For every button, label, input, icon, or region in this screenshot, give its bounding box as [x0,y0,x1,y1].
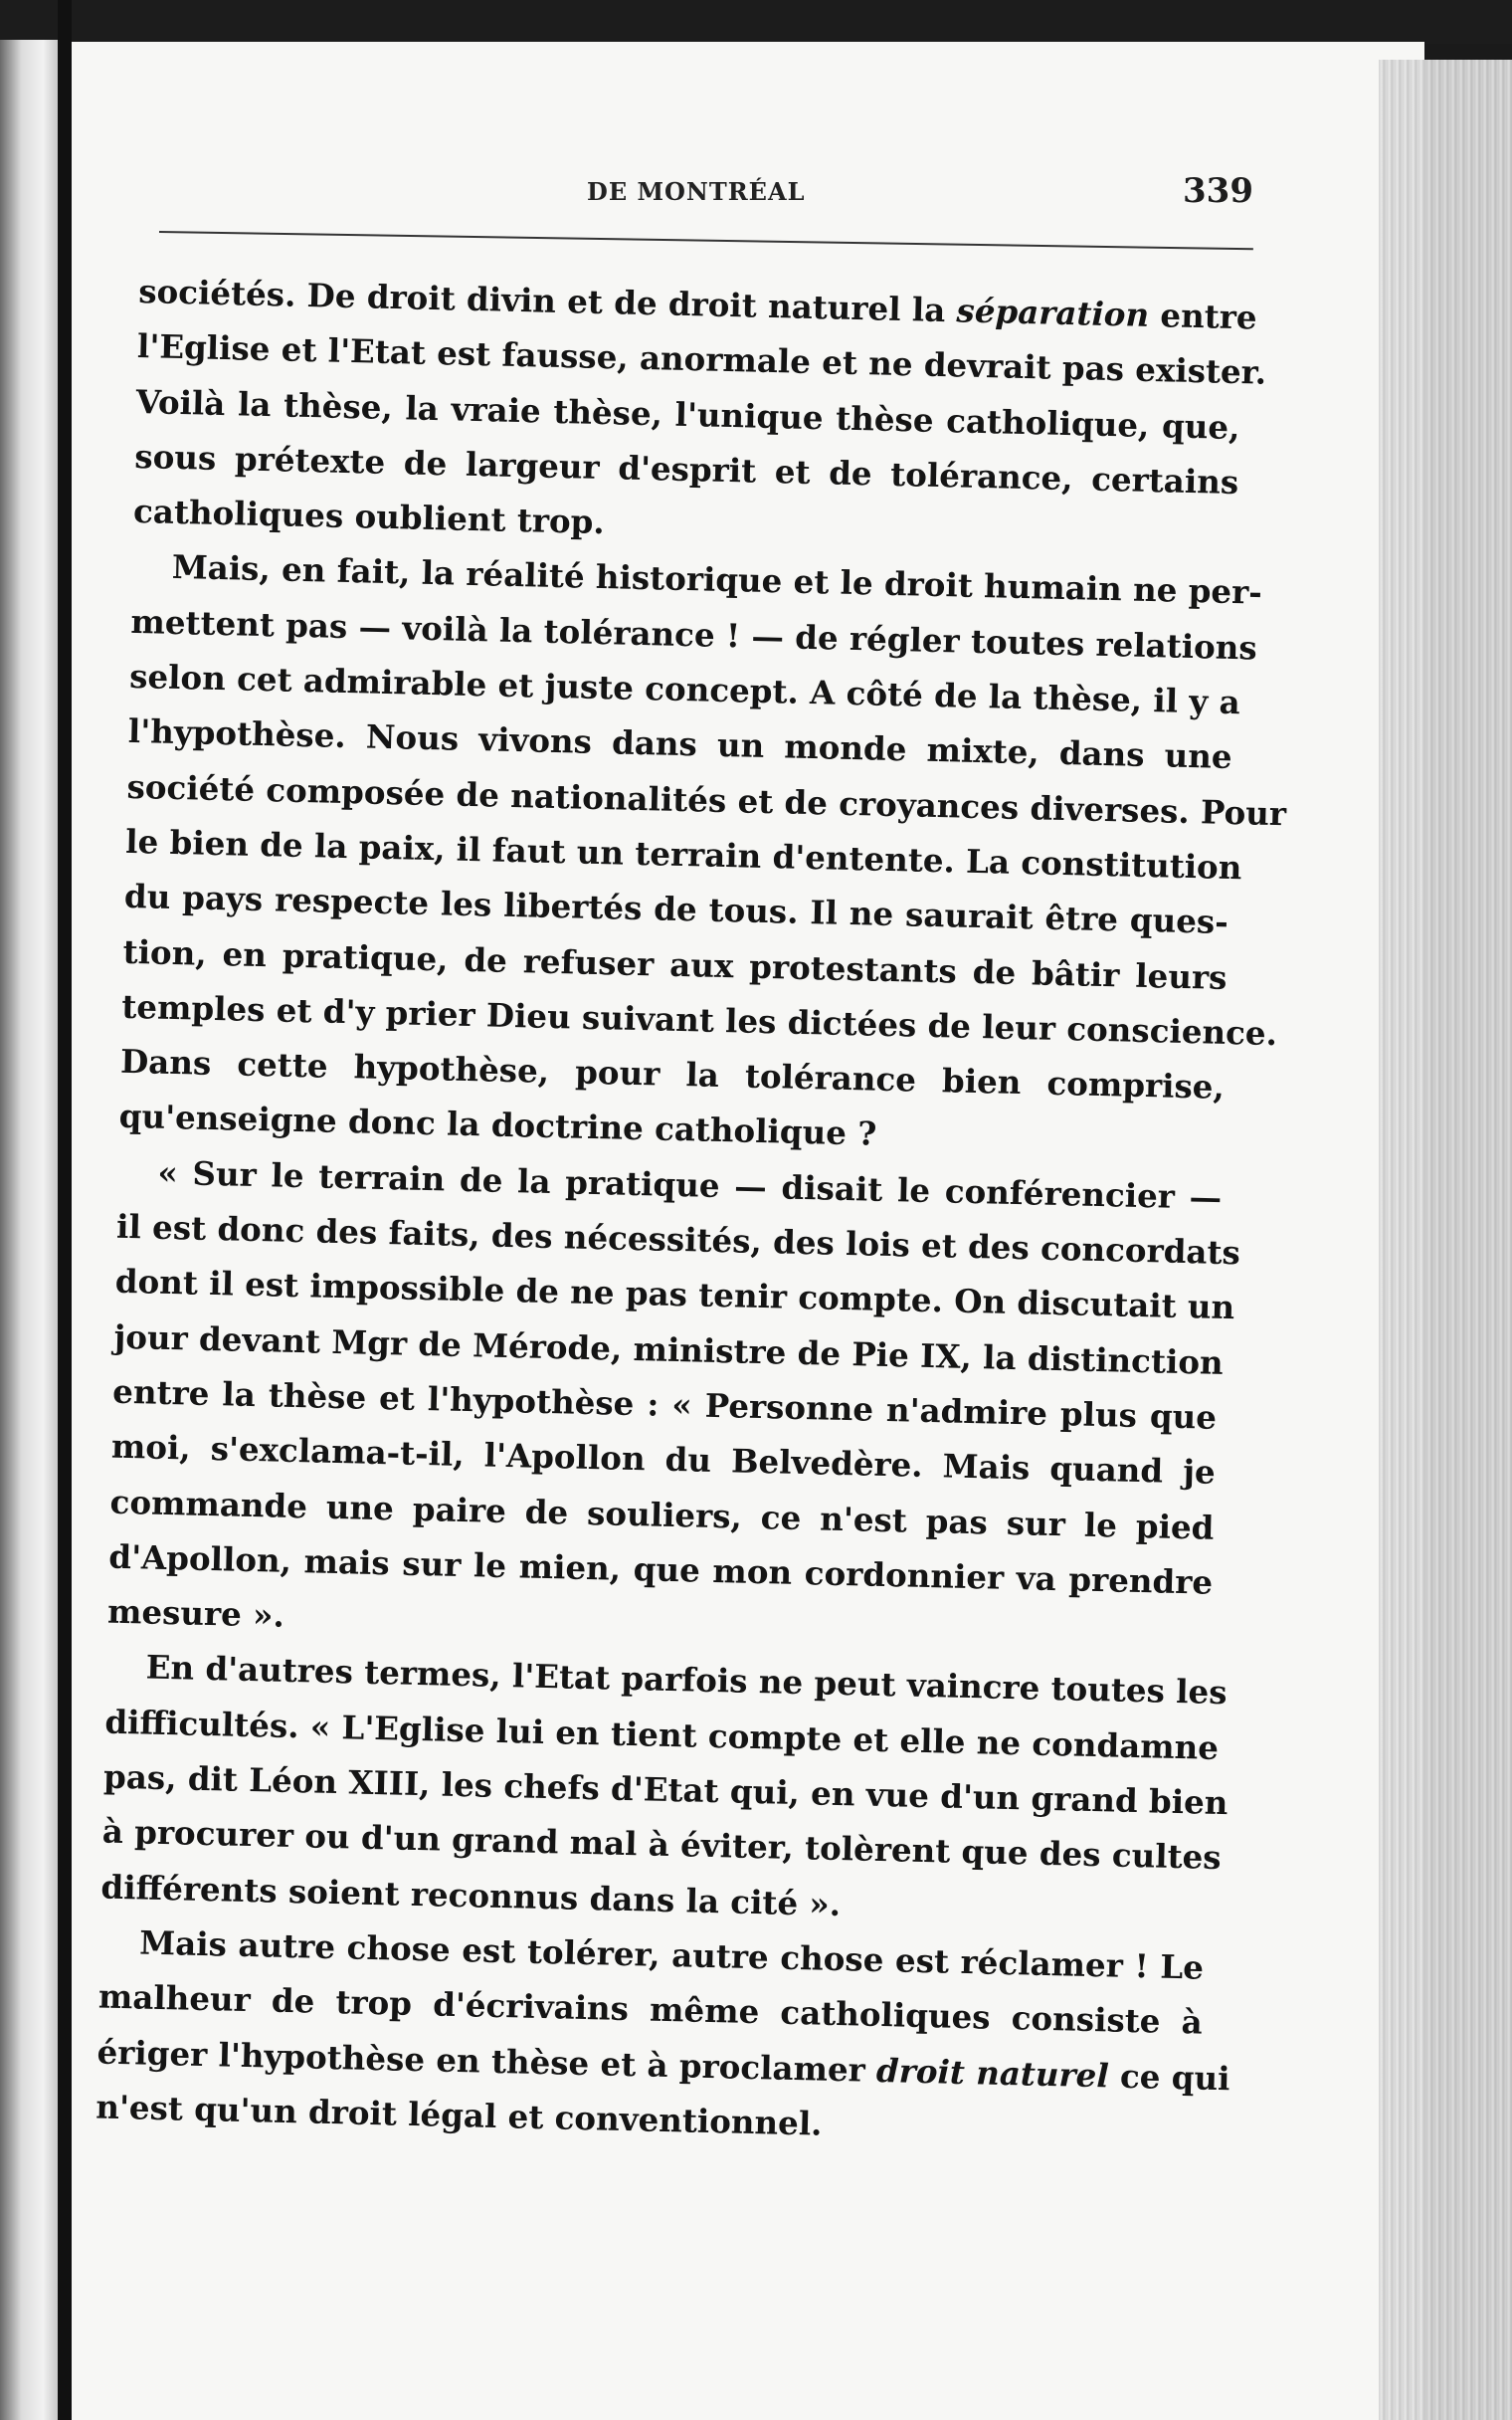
paragraph-2 [118,538,1287,1169]
text-line: jour devant Mgr de Mérode, ministre de Pie IX, la distinction [113,1316,1225,1382]
text-line: l'Eglise et l'Etat est fausse, anormale et ne devrait pas exister. [136,326,1267,393]
text-line: mesure ». [106,1591,285,1635]
page-header [159,171,1253,231]
text-line: commande une paire de souliers, ce n'est pas sur le pied [109,1482,1215,1547]
text-line: le bien de la paix, il faut un terrain d'entente. La constitution [124,821,1242,888]
text-line: d'Apollon, mais sur le mien, que mon cordonnier va prendre [107,1536,1214,1602]
text-line: Dans cette hypothèse, pour la tolérance bien comprise, [119,1041,1226,1108]
text-line: du pays respecte les libertés de tous. Il ne saurait être ques- [123,877,1229,942]
book-gutter [58,0,72,2420]
text-line: tion, en pratique, de refuser aux protestants de bâtir leurs [122,931,1228,997]
text-line: catholiques oublient trop. [132,492,606,542]
text-line: à procurer ou d'un grand mal à éviter, tolèrent que des cultes [101,1811,1223,1878]
text-line: Voilà la thèse, la vraie thèse, l'unique thèse catholique, que, [135,381,1240,447]
text-line: Mais, en fait, la réalité historique et le droit humain ne per- [171,547,1263,613]
facing-page-edge [0,40,62,2420]
text-line: En d'autres termes, l'Etat parfois ne peut vaincre toutes les [145,1647,1228,1713]
text-line: sociétés. De droit divin et de droit naturel la séparation entre [137,271,1257,337]
paragraph-4 [100,1639,1228,1940]
text-line: l'hypothèse. Nous vivons dans un monde mixte, dans une [127,711,1233,777]
text-line: différents soient reconnus dans la cité ». [100,1867,842,1923]
text-line: difficultés. « L'Eglise lui en tient compte et elle ne condamne [104,1702,1220,1767]
text-line: il est donc des faits, des nécessités, des lois et des concordats [115,1206,1241,1273]
text-line: société composée de nationalités et de croyances diverses. Pour [126,766,1287,833]
text-line: ériger l'hypothèse en thèse et à proclamer droit naturel ce qui [96,2032,1230,2098]
body-text [94,264,1287,2160]
scan-top-border [0,0,1512,44]
text-line: dont il est impossible de ne pas tenir compte. On discutait un [114,1262,1235,1327]
text-line: « Sur le terrain de la pratique — disait le conférencier — [157,1152,1223,1217]
text-line: mettent pas — voilà la tolérance ! — de régler toutes relations [130,601,1258,668]
text-line: entre la thèse et l'hypothèse : « Personne n'admire plus que [111,1371,1218,1437]
text-line: moi, s'exclama-t-il, l'Apollon du Belvedère. Mais quand je [110,1426,1217,1493]
text-line: selon cet admirable et juste concept. A côté de la thèse, il y a [128,656,1241,722]
text-line: pas, dit Léon XIII, les chefs d'Etat qui, en vue d'un grand bien [102,1756,1228,1823]
text-line: Mais autre chose est tolérer, autre chose est réclamer ! Le [138,1922,1205,1987]
emphasis-separation: séparation [956,291,1150,334]
page-number: 339 [1183,171,1253,211]
paragraph-1 [132,264,1267,565]
paragraph-3 [106,1144,1241,1666]
paragraph-5 [94,1914,1230,2159]
text-line: temples et d'y prier Dieu suivant les dictées de leur conscience. [120,986,1278,1054]
page-stack-edge [1379,60,1512,2420]
text-line: malheur de trop d'écrivains même catholiques consiste à [97,1976,1204,2042]
emphasis-droit-naturel: droit naturel [875,2050,1110,2095]
text-line: qu'enseigne donc la doctrine catholique ? [118,1097,877,1154]
text-line: n'est qu'un droit légal et conventionnel. [94,2087,823,2143]
running-head: DE MONTRÉAL [587,177,806,206]
text-line: sous prétexte de largeur d'esprit et de tolérance, certains [133,436,1239,502]
